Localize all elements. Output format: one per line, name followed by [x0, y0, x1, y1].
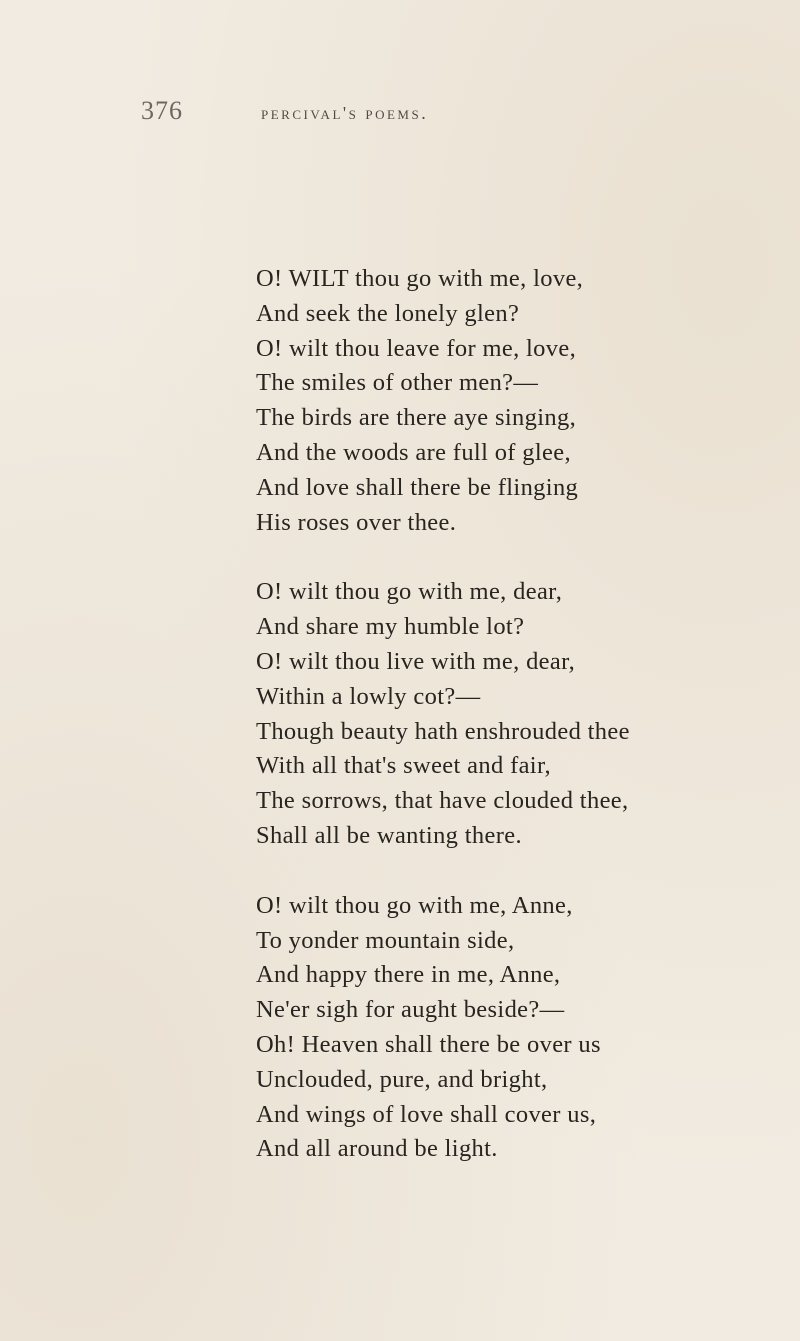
- poem-line: The sorrows, that have clouded thee,: [256, 787, 629, 815]
- poem-line: O! wilt thou go with me, dear,: [256, 578, 563, 606]
- poem-line: The smiles of other men?—: [256, 369, 539, 397]
- page-header: [0, 96, 800, 136]
- poem-line: To yonder mountain side,: [256, 926, 515, 954]
- poem-line: O! wilt thou go with me, Anne,: [256, 891, 573, 919]
- poem-line: Oh! Heaven shall there be over us: [256, 1030, 601, 1058]
- stanza-1: [256, 262, 776, 540]
- poem-line: Though beauty hath enshrouded thee: [256, 717, 630, 745]
- poem-line: And the woods are full of glee,: [256, 438, 571, 466]
- poem-line: O! wilt thou leave for me, love,: [256, 334, 577, 362]
- poem-line: With all that's sweet and fair,: [256, 752, 551, 780]
- poem-line: And happy there in me, Anne,: [256, 961, 561, 989]
- stanza-2: [256, 575, 776, 853]
- poem-line: And wings of love shall cover us,: [256, 1100, 597, 1128]
- poem-line: Shall all be wanting there.: [256, 821, 522, 849]
- poem-line: His roses over thee.: [256, 508, 457, 536]
- poem-line: The birds are there aye singing,: [256, 404, 577, 432]
- poem-line: And love shall there be flinging: [256, 473, 579, 501]
- poem-line: Within a lowly cot?—: [256, 682, 481, 710]
- poem-line: Unclouded, pure, and bright,: [256, 1065, 548, 1093]
- poem: [256, 262, 776, 1202]
- poem-line: Ne'er sigh for aught beside?—: [256, 996, 565, 1024]
- page-number: 376: [141, 96, 183, 125]
- poem-line: And share my humble lot?: [256, 613, 525, 641]
- poem-line: O! wilt thou live with me, dear,: [256, 647, 576, 675]
- poem-line: And seek the lonely glen?: [256, 299, 520, 327]
- stanza-3: [256, 889, 776, 1167]
- running-head: percival's poems.: [261, 103, 429, 123]
- poem-line: And all around be light.: [256, 1135, 498, 1163]
- poem-line: O! WILT thou go with me, love,: [256, 265, 584, 292]
